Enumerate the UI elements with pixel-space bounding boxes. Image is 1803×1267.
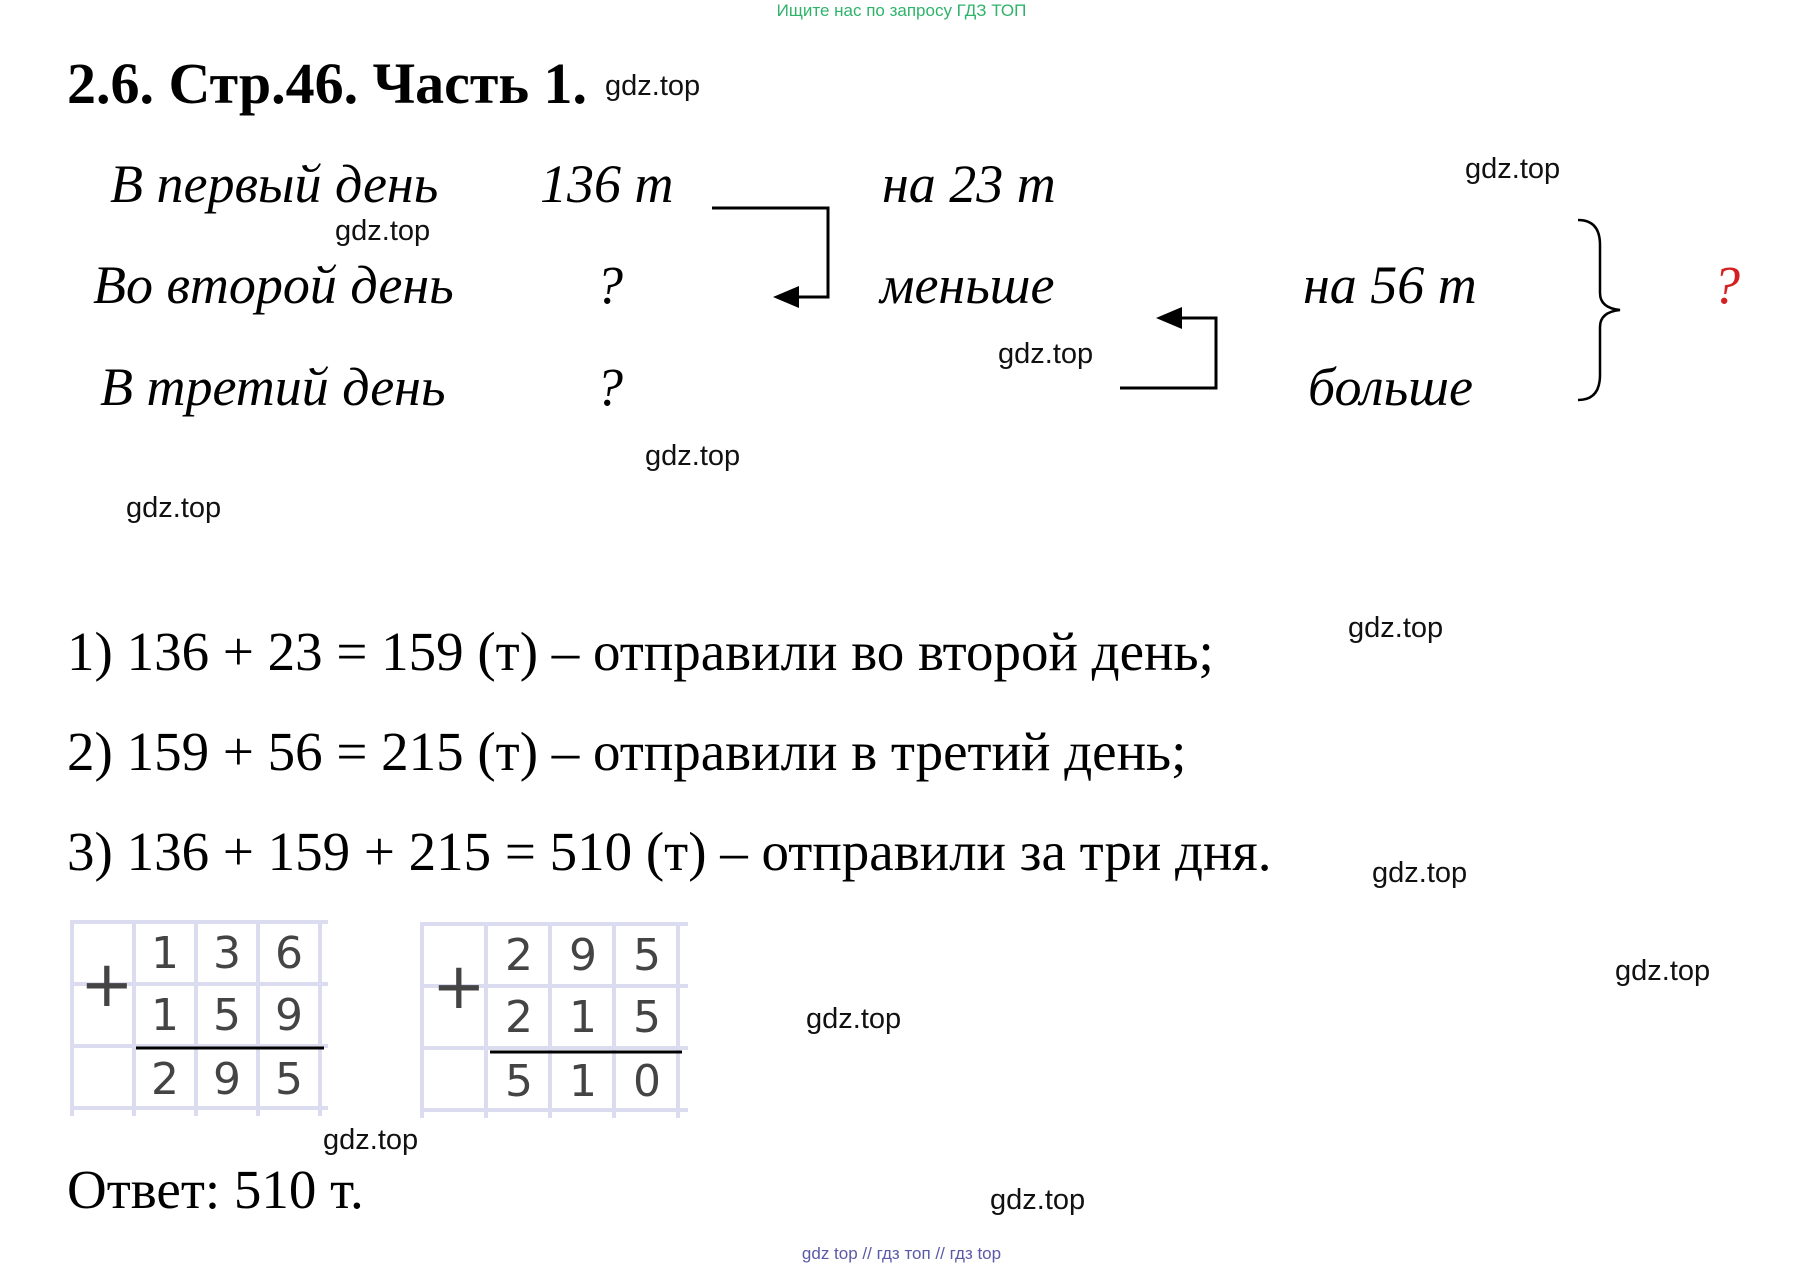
column-addition-1 [70, 920, 328, 1116]
arrow-day3-to-day2 [1120, 318, 1216, 388]
result-digit-cell: 9 [213, 1053, 241, 1105]
watermark: gdz.top [998, 338, 1094, 370]
column-addition-2 [420, 922, 688, 1118]
watermark: gdz.top [335, 215, 431, 247]
plus-sign: + [80, 948, 134, 1022]
solution-step-2: 2) 159 + 56 = 215 (т) – отправили в третий день; [67, 721, 1187, 782]
watermark: gdz.top [605, 70, 701, 102]
watermark: gdz.top [1372, 857, 1468, 889]
difference1-amount: на 23 т [882, 154, 1056, 214]
watermark: gdz.top [806, 1003, 902, 1035]
digit-cell: 2 [505, 991, 533, 1043]
result-digit-cell: 0 [633, 1055, 661, 1107]
digit-cell: 1 [151, 927, 179, 979]
day1-value: 136 т [540, 154, 674, 214]
arrow-day1-to-day2 [712, 208, 828, 297]
answer: Ответ: 510 т. [67, 1159, 364, 1220]
difference2-amount: на 56 т [1303, 255, 1477, 315]
result-digit-cell: 5 [505, 1055, 533, 1107]
solution-step-1: 1) 136 + 23 = 159 (т) – отправили во второй день; [67, 621, 1214, 682]
day2-label: Во второй день [93, 255, 454, 315]
day2-value: ? [596, 255, 623, 315]
difference1-relation: меньше [880, 255, 1055, 315]
watermark: gdz.top [1615, 955, 1711, 987]
digit-cell: 9 [275, 989, 303, 1041]
page-title: 2.6. Стр.46. Часть 1. [67, 51, 588, 116]
arrow-head-left [773, 286, 799, 308]
digit-cell: 3 [213, 927, 241, 979]
digit-cell: 9 [569, 929, 597, 981]
total-question-mark: ? [1713, 255, 1740, 315]
day1-label: В первый день [110, 154, 439, 214]
watermark: gdz.top [1348, 612, 1444, 644]
solution-step-3: 3) 136 + 159 + 215 = 510 (т) – отправили за три дня. [67, 821, 1272, 882]
digit-cell: 2 [505, 929, 533, 981]
digit-cell: 5 [633, 991, 661, 1043]
result-digit-cell: 2 [151, 1053, 179, 1105]
watermark: gdz.top [323, 1124, 419, 1156]
result-digit-cell: 5 [275, 1053, 303, 1105]
watermark: gdz.top [126, 492, 222, 524]
digit-cell: 6 [275, 927, 303, 979]
digit-cell: 1 [569, 991, 597, 1043]
curly-brace [1578, 220, 1620, 400]
difference2-relation: больше [1308, 357, 1473, 417]
top-banner: Ищите нас по запросу ГДЗ ТОП [776, 1, 1027, 20]
watermark: gdz.top [990, 1184, 1086, 1216]
watermark: gdz.top [1465, 153, 1561, 185]
result-digit-cell: 1 [569, 1055, 597, 1107]
plus-sign: + [432, 950, 486, 1024]
digit-cell: 5 [213, 989, 241, 1041]
day3-value: ? [596, 357, 623, 417]
arrow-head-left [1156, 307, 1182, 329]
bottom-banner: gdz top // гдз топ // гдз top [801, 1244, 1002, 1263]
digit-cell: 1 [151, 989, 179, 1041]
digit-cell: 5 [633, 929, 661, 981]
watermark: gdz.top [645, 440, 741, 472]
day3-label: В третий день [100, 357, 446, 417]
